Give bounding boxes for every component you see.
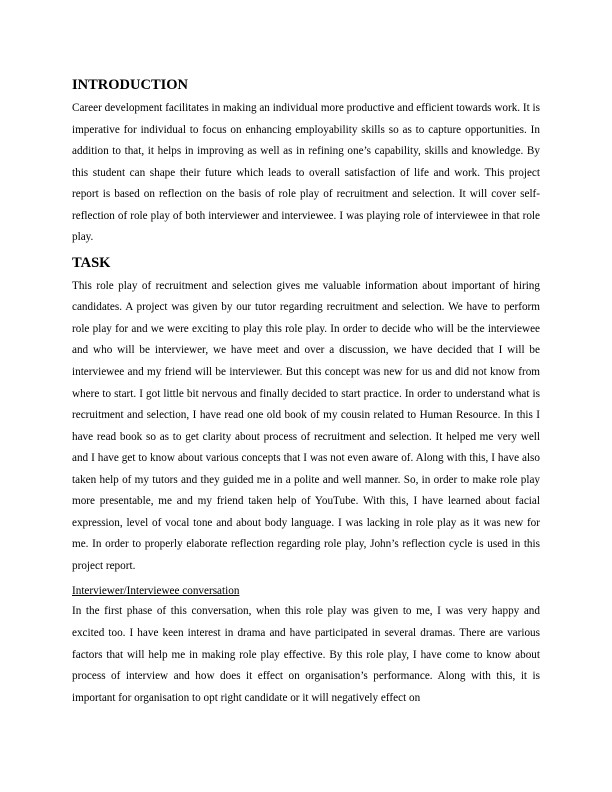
document-page [72,74,540,709]
task-paragraph: This role play of recruitment and selection gives me valuable information about important of hiring candidates. A project was given by our tutor regarding recruitment and selection. We have to perform role play for and we were exciting to play this role play. In order to decide who will be the interviewee and who will be interviewer, we have meet and over a discussion, we have decided that I will be interviewee and my friend will be interviewer. But this concept was new for us and did not know from where to start. I got little bit nervous and finally decided to start practice. In order to understand what is recruitment and selection, I have read one old book of my cousin related to Human Resource. In this I have read book so as to get clarity about process of recruitment and selection. It helped me very well and I have get to know about various concepts that I was not even aware of. Along with this, I have also taken help of my tutors and they guided me in a polite and well manner. So, in order to make role play more presentable, me and my friend taken help of YouTube. With this, I have learned about facial expression, level of vocal tone and about body language. I was lacking in role play as it was new for me. In order to properly elaborate reflection regarding role play, John’s reflection cycle is used in this project report. [72,279,540,572]
introduction-heading: INTRODUCTION [72,77,189,93]
conversation-subheading: Interviewer/Interviewee conversation [72,585,240,598]
conversation-paragraph: In the first phase of this conversation, when this role play was given to me, I was very happy and excited too. I have keen interest in drama and have participated in several dramas. There are various factors that will help me in making role play effective. By this role play, I have come to know about process of interview and how does it effect on organisation’s performance. Along with this, it is important for organisation to opt right candidate or it will negatively effect on [72,605,540,704]
introduction-paragraph: Career development facilitates in making an individual more productive and efficient towards work. It is imperative for individual to focus on enhancing employability skills so as to capture opportunities. In addition to that, it helps in improving as well as in refining one’s capability, skills and knowledge. By this student can shape their future which leads to overall satisfaction of life and work. This project report is based on reflection on the basis of role play of recruitment and selection. It will cover self-reflection of role play of both interviewer and interviewee. I was playing role of interviewee in that role play. [72,102,540,244]
task-heading: TASK [72,254,111,271]
